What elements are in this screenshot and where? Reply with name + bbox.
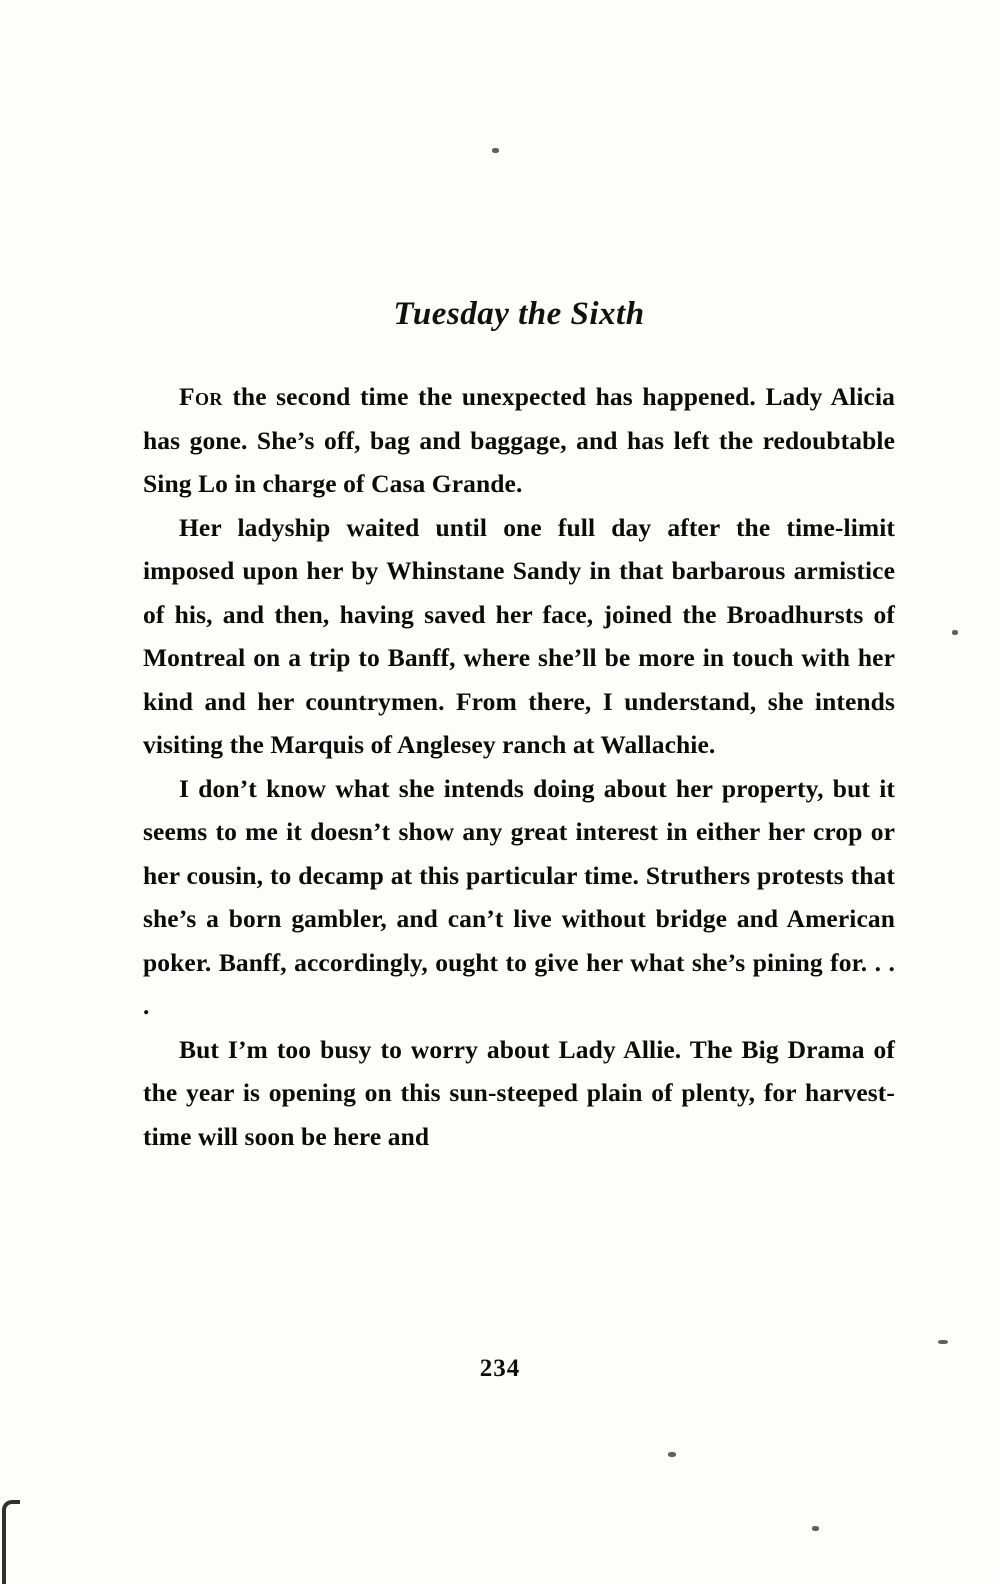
paragraph-1 <box>143 375 895 506</box>
paragraph-2 <box>143 506 895 767</box>
paragraph-3 <box>143 767 895 1028</box>
paragraph-text: But I’m too busy to worry about Lady Allie. The Big Drama of the year is opening on this sun-steeped plain of plenty, for harvest-time will soon be here and <box>143 1034 895 1151</box>
paragraph-text: the second time the unexpected has happened. Lady Alicia has gone. She’s off, bag and baggage, and has left the redoubtable Sing Lo in charge of Casa Grande. <box>143 382 895 498</box>
page-edge-mark-icon <box>2 1500 20 1584</box>
paragraph-text: Her ladyship waited until one full day after the time-limit imposed upon her by Whinstane Sandy in that barbarous armistice of his, and then, having saved her face, joined the Broadhursts of Montreal on a trip to Banff, where she’ll be more in touch with her kind and her countrymen. From there, I understand, she intends visiting the Marquis of Anglesey ranch at Wallachie. <box>143 512 895 759</box>
scan-speck-icon <box>952 630 958 635</box>
chapter-title: Tuesday the Sixth <box>393 296 645 332</box>
scan-speck-icon <box>668 1452 676 1457</box>
scan-speck-icon <box>492 148 499 153</box>
scan-speck-icon <box>938 1340 948 1344</box>
paragraph-4 <box>143 1028 895 1159</box>
scan-speck-icon <box>812 1526 819 1531</box>
paragraph-lead-word: For <box>179 382 223 411</box>
page-number: 234 <box>479 1355 521 1382</box>
paragraph-text: I don’t know what she intends doing about her property, but it seems to me it doesn’t show any great interest in either her crop or her cousin, to decamp at this particular time. Struthers protests that she’s a born gambler, and can’t live without bridge and American poker. Banff, accordingly, ought to give her what she’s pining for. . . . <box>143 773 895 1020</box>
page-text-body <box>143 296 895 1158</box>
